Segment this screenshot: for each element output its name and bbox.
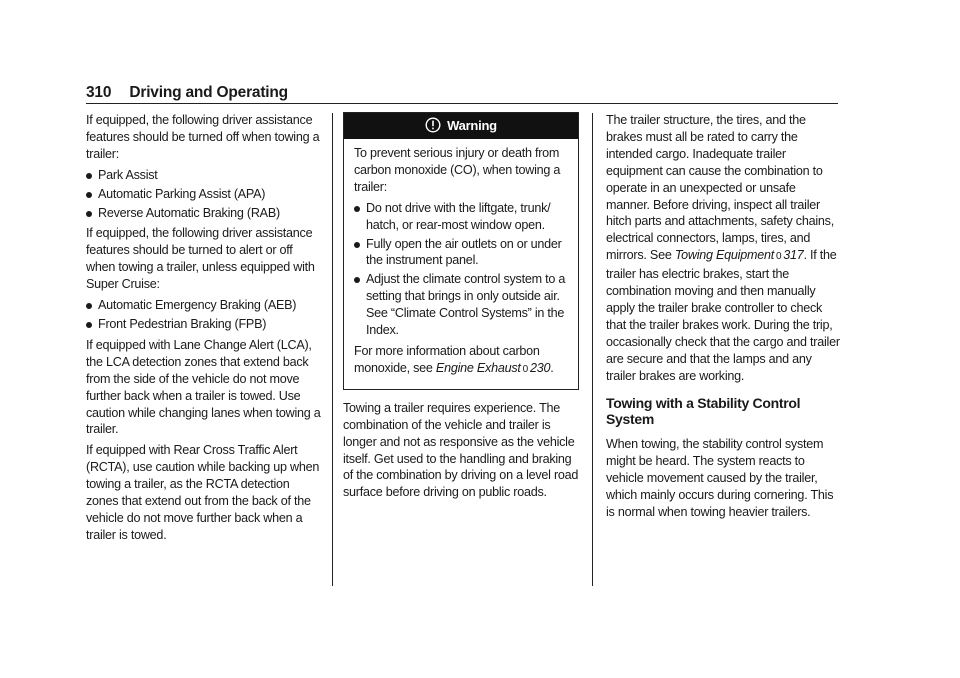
page-reference[interactable]: 230 — [529, 360, 551, 375]
page-reference[interactable]: 317 — [783, 248, 804, 263]
header-rule — [86, 103, 838, 104]
list-item: Front Pedestrian Braking (FPB) — [86, 316, 322, 333]
paragraph: If equipped with Rear Cross Traffic Alert (RCTA), use caution while backing up when towing a trailer, as the RCTA detection zones that extend out from the back of the vehicle do not move further back when a trailer is towed. — [86, 443, 320, 542]
bullet-list — [86, 297, 322, 333]
page-header — [86, 84, 288, 102]
bullet-icon — [354, 206, 360, 212]
column-3 — [606, 112, 840, 525]
paragraph: Towing a trailer requires experience. The combination of the vehicle and trailer is longer and not as responsive as the vehicle itself. Get used to the handling and braking of the combination by driving on a level road surface before driving on public roads. — [343, 400, 579, 500]
bullet-icon — [86, 322, 92, 328]
subsection-heading: Towing with a Stability Control System — [606, 394, 801, 428]
column-2 — [343, 112, 579, 505]
warning-title: Warning — [447, 118, 497, 133]
list-item: Reverse Automatic Braking (RAB) — [86, 205, 322, 222]
cross-reference-link[interactable]: Towing Equipment — [674, 248, 774, 263]
column-divider-2 — [592, 113, 593, 586]
list-item: Fully open the air outlets on or under the instrument panel. — [354, 236, 570, 270]
bullet-icon — [86, 192, 92, 198]
warning-icon — [425, 116, 441, 132]
paragraph: To prevent serious injury or death from carbon monoxide (CO), when towing a trailer: — [354, 146, 561, 194]
warning-box — [343, 112, 579, 390]
list-item: Adjust the climate control system to a setting that brings in only outside air. See “Climate Control Systems” in the Index. — [354, 271, 570, 339]
list-item: Park Assist — [86, 167, 322, 184]
bullet-icon — [86, 173, 92, 179]
bullet-list — [86, 167, 322, 222]
paragraph: If equipped, the following driver assistance features should be turned off when towing a trailer: — [86, 113, 320, 161]
warning-header — [344, 113, 578, 139]
paragraph: When towing, the stability control system might be heard. The system reacts to vehicle movement caused by the trailer, which mainly occurs during cornering. This is normal when towing heavier trailers. — [606, 437, 834, 519]
bullet-icon — [86, 303, 92, 309]
bullet-icon — [354, 242, 360, 248]
section-title: Driving and Operating — [129, 84, 288, 101]
cross-reference-link[interactable]: Engine Exhaust — [435, 360, 521, 375]
page-ref-arrow-icon: 0 — [775, 251, 782, 263]
page-ref-arrow-icon: 0 — [522, 363, 528, 375]
paragraph: The trailer structure, the tires, and the brakes must all be rated to carry the intended cargo. Inadequate trailer equipment can cause the combination to operate in an unexpected or unsafe manner. Before driving, inspect all trailer hitch parts and attachments, safety chains, electrical connectors, lamps, tires, and mirrors. See Towing Equipment 0 317. If the trailer has electric brakes, start the combination moving and then manually apply the trailer brake controller to check that the trailer brakes work. During the trip, occasionally check that the cargo and trailer are secure and that the lamps and any trailer brakes are working. — [606, 113, 840, 383]
list-item: Do not drive with the liftgate, trunk/ hatch, or rear-most window open. — [354, 200, 570, 234]
column-divider-1 — [332, 113, 333, 586]
list-item: Automatic Parking Assist (APA) — [86, 186, 322, 203]
paragraph: If equipped, the following driver assistance features should be turned to alert or off when towing a trailer, unless equipped with Super Cruise: — [86, 226, 315, 292]
paragraph: For more information about carbon monoxide, see Engine Exhaust 0 230. — [354, 343, 554, 375]
bullet-icon — [354, 277, 360, 283]
bullet-list — [354, 200, 570, 339]
paragraph: If equipped with Lane Change Alert (LCA), the LCA detection zones that extend back from the side of the vehicle do not move further back when a trailer is towed. Use caution while changing lanes when towing a trailer. — [86, 337, 321, 437]
bullet-icon — [86, 211, 92, 217]
page-number: 310 — [86, 84, 112, 101]
warning-body — [344, 139, 578, 389]
list-item: Automatic Emergency Braking (AEB) — [86, 297, 322, 314]
column-1 — [86, 112, 322, 548]
